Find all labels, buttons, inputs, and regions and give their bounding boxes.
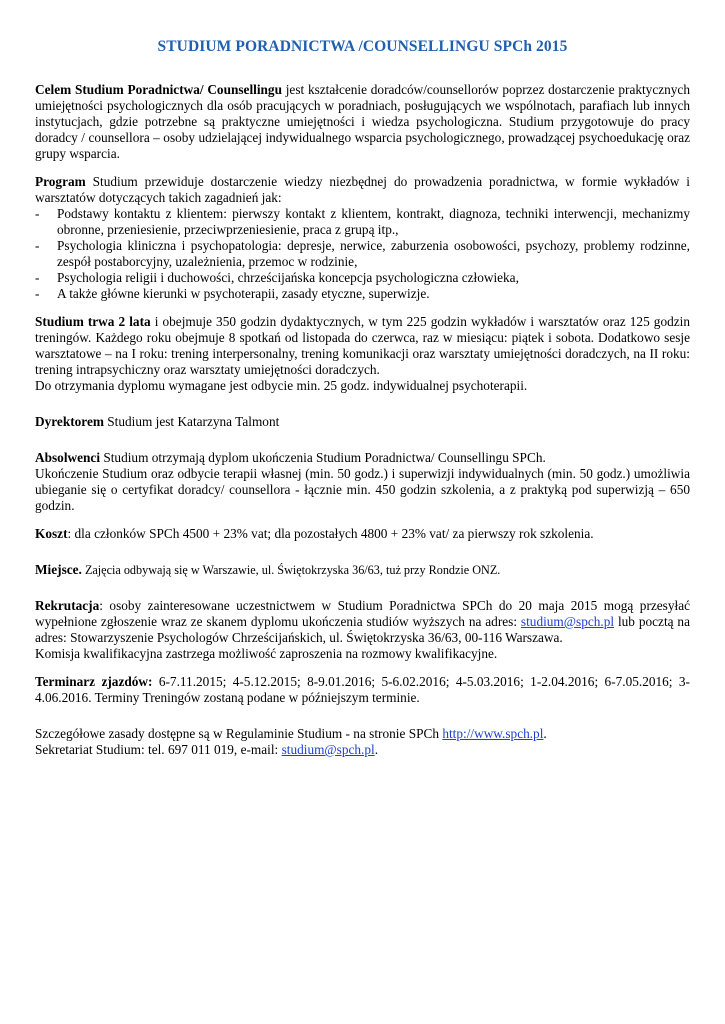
program-text: Studium przewiduje dostarczenie wiedzy niezbędnej do prowadzenia poradnictwa, w formie wykładów i warsztatów dotyczących takich zagadnień jak: (35, 174, 690, 205)
recruitment-text-a: : osoby zainteresowane uczestnictwem w Studium Poradnictwa SPCh do 20 maja 2015 mogą przesyłać wypełnione zgłoszenie wraz ze skanem dyplomu ukończenia studiów wyższych na adres: (35, 598, 690, 629)
spch-website-link[interactable]: http://www.spch.pl (442, 726, 544, 741)
cost-lead: Koszt (35, 526, 68, 541)
intro-text: jest kształcenie doradców/counsellorów poprzez dostarczenie praktycznych umiejętności psychologicznych dla osób pracujących w poradniach, posługujących we wspólnotach, parafiach lub innych instytucjach, gdzie potrzebne są praktyczne umiejętności i wiedza psychologiczna. Studium przygotowuje do pracy doradcy / counsellora – osoby udzielającej indywidualnego wsparcia psychologicznego, prowadzącej psychoedukację oraz grupy wsparcia. (35, 82, 690, 161)
director-text: Studium jest Katarzyna Talmont (103, 414, 280, 429)
rules-line (35, 726, 690, 742)
duration-note: Do otrzymania dyplomu wymagane jest odbycie min. 25 godz. indywidualnej psychoterapii. (35, 378, 528, 393)
place-paragraph (35, 562, 690, 578)
duration-paragraph (35, 314, 690, 378)
program-topics-list (35, 206, 690, 302)
graduates-certificate-text: Ukończenie Studium oraz odbycie terapii własnej (min. 50 godz.) i superwizji indywidualnych (min. 50 godz.) umożliwia ubieganie się o certyfikat doradcy/ counsellora - łącznie min. 450 godzin szkolenia, a z praktyką pod superwizją – 650 godzin. (35, 466, 690, 513)
director-paragraph (35, 414, 690, 430)
duration-section (35, 314, 690, 394)
secretariat-end: . (374, 742, 379, 757)
list-item: - Psychologia kliniczna i psychopatologia: depresje, nerwice, zaburzenia osobowości, psychozy, problemy rodzinne, zespół postaborcyjny, uzależnienia, przemoc w rodzinie, (35, 238, 690, 270)
list-item: - Psychologia religii i duchowości, chrześcijańska koncepcja psychologiczna człowieka, (35, 270, 690, 286)
secretariat-text: Sekretariat Studium: tel. 697 011 019, e-mail: (35, 742, 282, 757)
graduates-section (35, 450, 690, 514)
intro-lead: Celem Studium Poradnictwa/ Counsellingu (35, 82, 282, 97)
duration-text: i obejmuje 350 godzin dydaktycznych, w tym 225 godzin wykładów i warsztatów oraz 125 godzin treningów. Każdego roku obejmuje 8 spotkań od listopada do czerwca, raz w miesiącu: piątek i sobota. Dodatkowo sesje warsztatowe – na I roku: trening interpersonalny, trening komunikacji oraz warsztaty umiejętności doradczych, na II roku: trening intrapsychiczny oraz warsztaty umiejętności doradczych. (35, 314, 690, 377)
duration-lead: Studium trwa 2 lata (35, 314, 151, 329)
place-lead: Miejsce. (35, 562, 82, 577)
secretariat-email-link[interactable]: studium@spch.pl (281, 742, 375, 757)
program-paragraph (35, 174, 690, 206)
footer-section (35, 726, 690, 758)
recruitment-email-link[interactable]: studium@spch.pl (520, 614, 615, 629)
recruitment-paragraph (35, 598, 690, 646)
graduates-paragraph (35, 450, 690, 466)
intro-paragraph (35, 82, 690, 162)
recruitment-note: Komisja kwalifikacyjna zastrzega możliwość zaproszenia na rozmowy kwalifikacyjne. (35, 646, 498, 661)
schedule-text: 6-7.11.2015; 4-5.12.2015; 8-9.01.2016; 5-6.02.2016; 4-5.03.2016; 1-2.04.2016; 6-7.05.2016; 3-4.06.2016. Terminy Treningów zostaną podane w późniejszym terminie. (35, 674, 690, 705)
graduates-lead: Absolwenci (35, 450, 101, 465)
recruitment-text-b: lub pocztą na adres: Stowarzyszenie Psychologów Chrześcijańskich, ul. Świętokrzyska 36/63, 00-116 Warszawa. (35, 614, 690, 645)
cost-text: : dla członków SPCh 4500 + 23% vat; dla pozostałych 4800 + 23% vat/ za pierwszy rok szkolenia. (67, 526, 594, 541)
program-section (35, 174, 690, 302)
recruitment-section (35, 598, 690, 662)
schedule-paragraph (35, 674, 690, 706)
secretariat-line (35, 742, 690, 758)
list-item: - Podstawy kontaktu z klientem: pierwszy kontakt z klientem, kontrakt, diagnoza, techniki interwencji, mechanizmy obronne, przeniesienie, przeciwprzeniesienie, praca z grupą itp., (35, 206, 690, 238)
schedule-lead: Terminarz zjazdów: (35, 674, 153, 689)
page-title: STUDIUM PORADNICTWA /COUNSELLINGU SPCh 2015 (157, 38, 568, 55)
place-text: Zajęcia odbywają się w Warszawie, ul. Świętokrzyska 36/63, tuż przy Rondzie ONZ. (81, 563, 501, 577)
recruitment-lead: Rekrutacja (35, 598, 100, 613)
list-item: - A także główne kierunki w psychoterapii, zasady etyczne, superwizje. (35, 286, 690, 302)
director-lead: Dyrektorem (35, 414, 104, 429)
graduates-text: Studium otrzymają dyplom ukończenia Studium Poradnictwa/ Counsellingu SPCh. (100, 450, 546, 465)
cost-paragraph (35, 526, 690, 542)
rules-end: . (543, 726, 547, 741)
rules-text: Szczegółowe zasady dostępne są w Regulaminie Studium - na stronie SPCh (35, 726, 443, 741)
program-lead: Program (35, 174, 86, 189)
